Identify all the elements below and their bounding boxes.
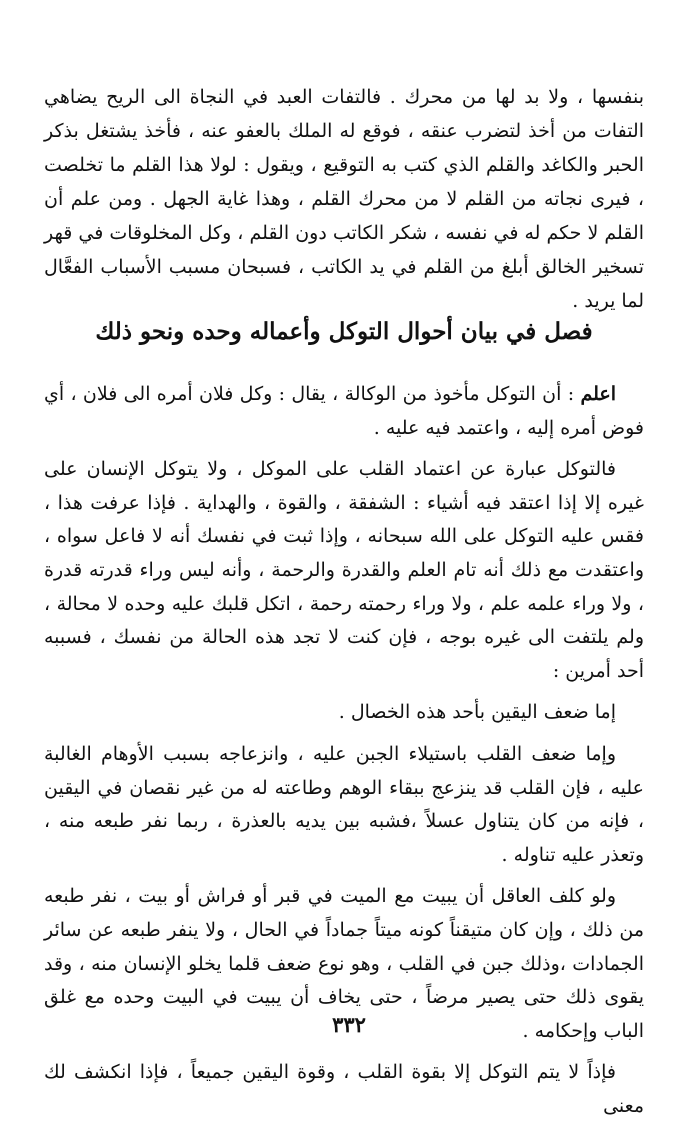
- top-paragraph: بنفسها ، ولا بد لها من محرك . فالتفات العبد في النجاة الى الريح يضاهي التفات من أخذ لتضرب عنقه ، فوقع له الملك بالعفو عنه ، فأخذ يشتغل بذكر الحبر والكاغد والقلم الذي كتب به التوقيع ، ويقول : لولا هذا القلم ما تخلصت ، فيرى نجاته من القلم لا من محرك القلم ، وهذا غاية الجهل . ومن علم أن القلم لا حكم له في نفسه ، شكر الكاتب دون القلم ، وكل المخلوقات في قهر تسخير الخالق أبلغ من القلم في يد الكاتب ، فسبحان مسبب الأسباب الفعَّال لما يريد .: [44, 86, 644, 312]
- paragraph-conclusion: فإذاً لا يتم التوكل إلا بقوة القلب ، وقوة اليقين جميعاً ، فإذا انكشف لك معنى: [44, 1061, 644, 1117]
- paragraph-weak-heart: وإما ضعف القلب باستيلاء الجبن عليه ، وانزعاجه بسبب الأوهام الغالبة عليه ، فإن القلب قد ينزعج ببقاء الوهم وطاعته له من غير نقصان في اليقين ، فإنه من كان يتناول عسلاً ،فشبه بين يديه بالعذرة ، ربما نفر طبعه منه ، وتعذر عليه تناوله .: [44, 742, 644, 866]
- paragraph-definition-text: : أن التوكل مأخوذ من الوكالة ، يقال : وكل فلان أمره الى فلان ، أي فوض أمره إليه ، واعتمد فيه عليه .: [44, 383, 644, 439]
- top-text-block: [44, 80, 644, 318]
- section-heading: فصل في بيان أحوال التوكل وأعماله وحده ونحو ذلك: [95, 318, 593, 345]
- paragraph-tawakkul-meaning: فالتوكل عبارة عن اعتماد القلب على الموكل ، ولا يتوكل الإنسان على غيره إلا إذا اعتقد فيه أشياء : الشفقة ، والقوة ، والهداية . فإذا عرفت هذا ، فقس عليه التوكل على الله سبحانه ، وإذا ثبت في نفسك أنه لا فاعل سواه ، واعتقدت مع ذلك أنه تام العلم والقدرة والرحمة ، وأنه ليس وراء قدرته قدرة ، ولا وراء علمه علم ، ولا وراء رحمته رحمة ، اتكل قلبك عليه وحده لا محالة ، ولم يلتفت الى غيره بوجه ، فإن كنت لا تجد هذه الحالة من نفسك ، فسببه أحد أمرين :: [44, 458, 644, 682]
- lead-word-ilam: اعلم: [580, 383, 616, 405]
- page-number: ٣٣٢: [332, 1012, 366, 1037]
- paragraph-dead-example: ولو كلف العاقل أن يبيت مع الميت في قبر أو فراش أو بيت ، نفر طبعه من ذلك ، وإن كان متيقناً كونه ميتاً جماداً في الحال ، ولا ينفر طبعه عن سائر الجمادات ،وذلك جبن في القلب ، وهو نوع ضعف قلما يخلو الإنسان منه ، وقد يقوى ذلك حتى يصير مرضاً ، حتى يخاف أن يبيت في البيت وحده مع غلق الباب وإحكامه .: [44, 885, 644, 1042]
- paragraph-weak-certainty: إما ضعف اليقين بأحد هذه الخصال .: [338, 701, 616, 724]
- paragraph-definition: [44, 378, 644, 445]
